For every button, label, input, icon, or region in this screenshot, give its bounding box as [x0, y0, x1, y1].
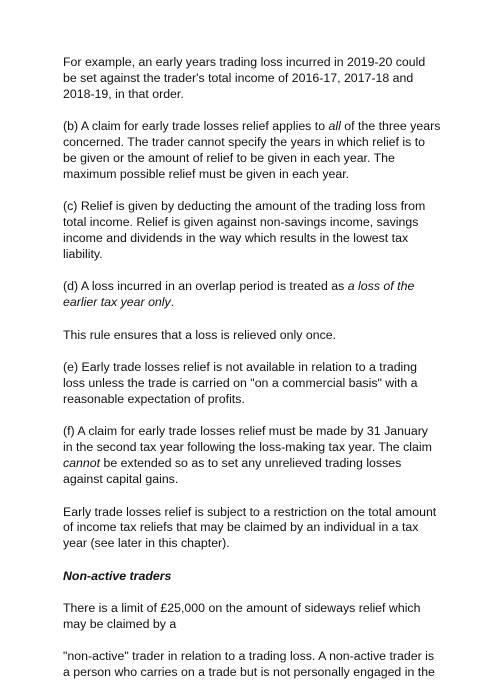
paragraph-b-text-start: (b) A claim for early trade losses relief applies to	[63, 119, 329, 134]
paragraph-d	[63, 279, 441, 311]
paragraph-d-emphasis: a loss of the earlier tax year only	[63, 279, 415, 310]
paragraph-non-active-definition: "non-active" trader in relation to a trading loss. A non-active trader is a person who carries on a trade but is not personally engaged in the	[63, 649, 435, 680]
paragraph-restriction: Early trade losses relief is subject to a restriction on the total amount of income tax reliefs that may be claimed by an individual in a tax year (see later in this chapter).	[63, 504, 437, 551]
paragraph-f-text-start: (f) A claim for early trade losses relief must be made by 31 January in the second tax year following the loss-making tax year. The claim	[63, 424, 432, 455]
paragraph-b	[63, 119, 441, 183]
paragraph-b-text-end: of the three years concerned. The trader cannot specify the years in which relief is to be given or the amount of relief to be given in each year. The maximum possible relief must be given in each year.	[63, 119, 441, 181]
section-heading: Non-active traders	[63, 568, 172, 583]
paragraph-e: (e) Early trade losses relief is not available in relation to a trading loss unless the trade is carried on "on a commercial basis" with a reasonable expectation of profits.	[63, 360, 418, 406]
paragraph-limit: There is a limit of £25,000 on the amount of sideways relief which may be claimed by a	[63, 601, 421, 632]
paragraph-d-text-end: .	[170, 295, 175, 310]
paragraph-f-emphasis: cannot	[63, 456, 101, 471]
document-page	[63, 55, 441, 698]
paragraph-example: For example, an early years trading loss incurred in 2019-20 could be set against the trader's total income of 2016-17, 2017-18 and 2018-19, in that order.	[63, 55, 426, 101]
paragraph-rule-note: This rule ensures that a loss is relieved only once.	[63, 327, 337, 342]
paragraph-d-text-start: (d) A loss incurred in an overlap period is treated as	[63, 279, 348, 294]
paragraph-f-text-end: be extended so as to set any unrelieved trading losses against capital gains.	[63, 456, 402, 487]
paragraph-c: (c) Relief is given by deducting the amount of the trading loss from total income. Relief is given against non-savings income, savings income and dividends in the way which results in the lowest tax liability.	[63, 199, 426, 262]
paragraph-f	[63, 424, 441, 488]
paragraph-b-emphasis: all	[328, 119, 341, 134]
